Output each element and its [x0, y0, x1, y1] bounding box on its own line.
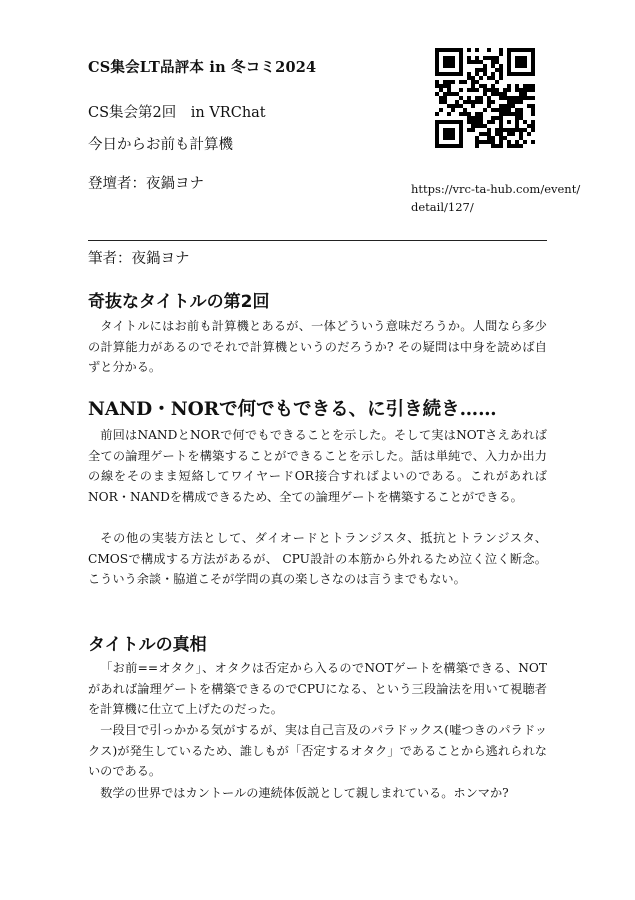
- section-2-paragraph-2: その他の実装方法として、ダイオードとトランジスタ、抵抗とトランジスタ、CMOSで構成する方法があるが、 CPU設計の本筋から外れるため泣く泣く断念。こういう余談・脇道こそが学問の真の楽しさなのは言うまでもない。: [88, 531, 547, 587]
- qr-code-icon[interactable]: [435, 48, 535, 148]
- event-line: CS集会第2回 in VRChat: [88, 105, 266, 121]
- book-title: CS集会LT品評本 in 冬コミ2024: [88, 59, 317, 76]
- event-url-link[interactable]: https://vrc-ta-hub.com/event/detail/127/: [411, 182, 581, 214]
- section-heading-3: タイトルの真相: [88, 635, 207, 655]
- section-heading-1: 奇抜なタイトルの第2回: [88, 292, 270, 312]
- section-3-paragraph-3: 数学の世界ではカントールの連続体仮説として親しまれている。ホンマか?: [100, 786, 509, 800]
- section-3-paragraph-2: 一段目で引っかかる気がするが、実は自己言及のパラドックス(嘘つきのパラドックス)が発生しているため、誰しもが「否定するオタク」であることから逃れられないのである。: [88, 723, 547, 779]
- talk-title: 今日からお前も計算機: [88, 137, 233, 153]
- section-2-paragraph-1: 前回はNANDとNORで何でもできることを示した。そして実はNOTさえあれば全ての論理ゲートを構築することができることを示した。話は単純で、入力か出力の線をそのまま短絡してワイヤードOR接合すればよいのである。これがあればNOR・NANDを構成できるため、全ての論理ゲートを構築することができる。: [88, 428, 547, 504]
- section-1-paragraph-1: タイトルにはお前も計算機とあるが、一体どういう意味だろうか。人間なら多少の計算能力があるのでそれで計算機というのだろうか? その疑問は中身を読めば自ずと分かる。: [88, 319, 547, 375]
- section-3-paragraph-1: 「お前==オタク」、オタクは否定から入るのでNOTゲートを構築できる、NOTがあれば論理ゲートを構築できるのでCPUになる、という三段論法を用いて視聴者を計算機に仕立て上げたのだった。: [88, 661, 547, 717]
- speaker-line: 登壇者：夜鍋ヨナ: [88, 176, 204, 192]
- header-divider: [88, 240, 547, 241]
- author-line: 筆者：夜鍋ヨナ: [88, 251, 190, 267]
- section-heading-2: NAND・NORで何でもできる、に引き続き……: [88, 399, 497, 420]
